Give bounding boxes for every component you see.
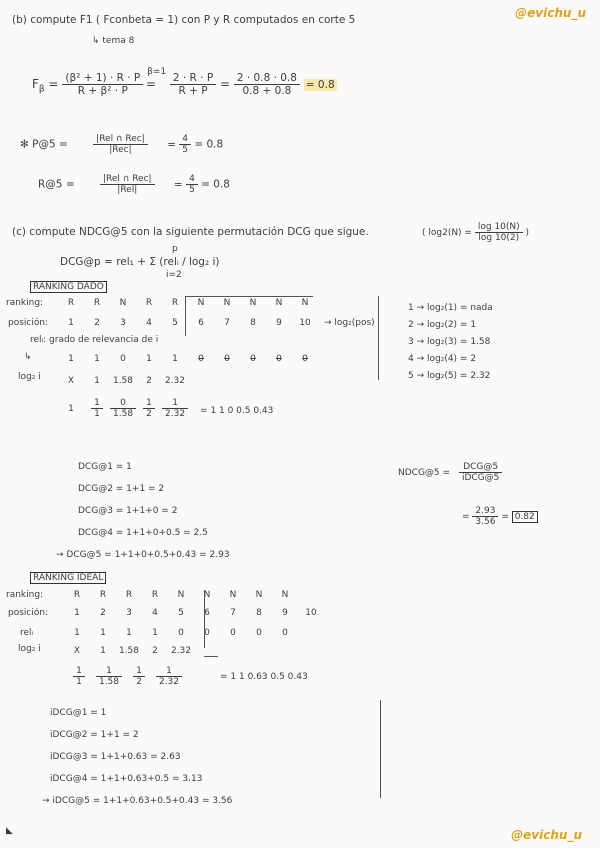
part-b-subtitle: ↳ tema 8 <box>92 36 135 46</box>
log-table-row: 3 → log₂(3) = 1.58 <box>408 337 491 347</box>
ri-ranking-cell: N <box>177 590 185 600</box>
rd-rel-cell: 0 <box>276 354 282 364</box>
ndcg-boxed-result: 0.82 <box>512 511 538 523</box>
rd-frac-results: = 1 1 0 0.5 0.43 <box>200 406 274 416</box>
log-table-row: 1 → log₂(1) = nada <box>408 303 493 313</box>
frac-cell: $\frac{1}{1}$ <box>84 398 110 419</box>
ri-rel-cell: 1 <box>74 628 80 638</box>
ri-posicion-cell: 10 <box>305 608 317 618</box>
ri-log-cell: 2 <box>152 646 158 656</box>
rd-rel-row <box>58 354 318 364</box>
ri-rel-cell: 1 <box>152 628 158 638</box>
log-change-note: ( log2(N) = $\frac{\log 10(N)}{\log 10(2)}$ ) <box>422 222 530 243</box>
ri-ranking-cell: R <box>99 590 107 600</box>
ri-ranking-cell: N <box>255 590 263 600</box>
f-beta-frac3: $\frac{2 \cdot 0.8 \cdot 0.8}{0.8 + 0.8}$ <box>234 72 300 97</box>
frac-cell: $\frac{1}{1}$ <box>64 666 94 687</box>
rd-posicion-cell: 4 <box>146 318 152 328</box>
brand-top: @evichu_u <box>515 6 586 20</box>
rd-posicion-cell: 10 <box>299 318 311 328</box>
brand-bottom: @evichu_u <box>511 828 582 842</box>
rd-rel-cell: 1 <box>68 354 74 364</box>
ri-rel-cell: 0 <box>178 628 184 638</box>
ri-rel-cell: 0 <box>256 628 262 638</box>
idcg-item: iDCG@3 = 1+1+0.63 = 2.63 <box>50 752 181 762</box>
rd-posicion-cell: 1 <box>68 318 74 328</box>
ri-log-cell: 1.58 <box>118 646 140 656</box>
log-table-row: 5 → log₂(5) = 2.32 <box>408 371 491 381</box>
frac-cell: $\frac{1}{2}$ <box>124 666 154 687</box>
f-beta-frac2: $\frac{2 \cdot R \cdot P}{R + P}$ <box>170 72 216 97</box>
rd-rel-note: relᵢ: grado de relevancia de i <box>30 335 159 345</box>
rd-rel-cell: 1 <box>146 354 152 364</box>
frac-cell: $\frac{1}{2}$ <box>136 398 162 419</box>
rd-ranking-cell: R <box>145 298 153 308</box>
page-corner-mark: ◣ <box>6 826 13 836</box>
ri-ranking-cell: R <box>151 590 159 600</box>
rd-posicion-cell: 3 <box>120 318 126 328</box>
rd-rel-cell: 0 <box>250 354 256 364</box>
rd-ranking-cell: R <box>93 298 101 308</box>
ri-frac-row <box>64 666 184 687</box>
dcg-item: DCG@2 = 1+1 = 2 <box>78 484 165 494</box>
frac-cell: 1 <box>68 403 74 414</box>
rd-log-label: log₂ i <box>18 372 41 382</box>
rd-ranking-cell: N <box>197 298 205 308</box>
rd-ranking-cell: R <box>67 298 75 308</box>
ri-label-rel: relᵢ <box>20 628 34 638</box>
sum-top: p <box>172 244 178 254</box>
f-beta-lhs: F <box>32 77 39 91</box>
ri-label-posicion: posición: <box>8 608 49 618</box>
ri-log-row <box>64 646 194 656</box>
rd-rel-cell: 0 <box>302 354 308 364</box>
precision-formula: ✻ P@5 = $\frac{\text{|Rel ∩ Rec|}}{\text{|Rec|}}$ = $\frac{4}{5}$ = 0.8 <box>20 134 224 155</box>
idcg-item: iDCG@1 = 1 <box>50 708 107 718</box>
idcg-item: iDCG@4 = 1+1+0.63+0.5 = 3.13 <box>50 774 203 784</box>
rd-ranking-row <box>58 298 318 308</box>
dcg-list <box>56 456 230 566</box>
ri-ranking-cell: N <box>281 590 289 600</box>
f-beta-frac1: $\frac{\text{(β² + 1) · R · P}}{\text{R + β² · P}}$ <box>62 72 143 97</box>
rd-posicion-tail: → log₂(pos) <box>324 318 375 328</box>
rd-log-cell: X <box>67 376 75 386</box>
ri-rel-row <box>64 628 298 638</box>
rd-posicion-cell: 8 <box>250 318 256 328</box>
frac-cell: $\frac{1}{2.32}$ <box>162 398 188 419</box>
f-beta-formula: $F_\beta$ = $\frac{\text{(β² + 1) · R · P}}{\text{R + β² · P}}$ $^{\beta=1}$ = $\frac{2 \cdot R \cdot P}{R + P}$ = $\frac{2 \cdot 0.8 \cdot 0.8}{0.8 + 0.8}$ = 0.8 <box>32 67 335 97</box>
frac-cell: $\frac{1}{2.32}$ <box>154 666 184 687</box>
rd-ranking-cell: N <box>223 298 231 308</box>
ri-log-cell: 1 <box>100 646 106 656</box>
rd-ranking-cell: N <box>301 298 309 308</box>
ri-ranking-row <box>64 590 298 600</box>
ri-posicion-cell: 1 <box>74 608 80 618</box>
rd-label-ranking: ranking: <box>6 298 44 308</box>
ri-posicion-cell: 9 <box>282 608 288 618</box>
beta-note: β=1 <box>147 67 167 77</box>
rd-rel-cell: 0 <box>224 354 230 364</box>
ri-posicion-cell: 2 <box>100 608 106 618</box>
rd-rel-cell: 0 <box>120 354 126 364</box>
rd-ranking-cell: N <box>249 298 257 308</box>
rd-ranking-cell: N <box>119 298 127 308</box>
rd-posicion-row <box>58 318 318 328</box>
ri-log-cell: 2.32 <box>170 646 192 656</box>
ri-frac-results: = 1 1 0.63 0.5 0.43 <box>220 672 308 682</box>
log-table-row: 2 → log₂(2) = 1 <box>408 320 477 330</box>
ndcg-formula: NDCG@5 = $\frac{\text{DCG@5}}{\text{iDCG@5}}$ <box>398 462 502 483</box>
rd-rel-cell: 1 <box>94 354 100 364</box>
f-beta-result: = 0.8 <box>305 79 335 91</box>
ri-posicion-cell: 8 <box>256 608 262 618</box>
ri-posicion-cell: 4 <box>152 608 158 618</box>
rd-posicion-cell: 6 <box>198 318 204 328</box>
ri-rel-cell: 0 <box>204 628 210 638</box>
ri-ranking-cell: R <box>73 590 81 600</box>
rd-log-cell: 1.58 <box>112 376 134 386</box>
ri-posicion-cell: 5 <box>178 608 184 618</box>
rd-rel-cell: 1 <box>172 354 178 364</box>
part-b-title: (b) compute F1 ( Fconbeta = 1) con P y R computados en corte 5 <box>12 14 356 26</box>
rd-rel-arrow: ↳ <box>24 352 32 362</box>
ri-rel-cell: 1 <box>100 628 106 638</box>
log-table-row: 4 → log₂(4) = 2 <box>408 354 477 364</box>
ri-rel-cell: 0 <box>230 628 236 638</box>
frac-cell: $\frac{0}{1.58}$ <box>110 398 136 419</box>
ri-posicion-cell: 6 <box>204 608 210 618</box>
dcg-item: DCG@3 = 1+1+0 = 2 <box>78 506 178 516</box>
rd-ranking-cell: R <box>171 298 179 308</box>
dcg-formula: DCG@p = rel₁ + Σ (relᵢ / log₂ i) <box>60 256 220 268</box>
ri-log-label: log₂ i <box>18 644 41 654</box>
ri-posicion-cell: 7 <box>230 608 236 618</box>
part-c-title: (c) compute NDCG@5 con la siguiente permutación DCG que sigue. <box>12 226 369 238</box>
ri-ranking-cell: N <box>229 590 237 600</box>
idcg-item: → iDCG@5 = 1+1+0.63+0.5+0.43 = 3.56 <box>42 796 233 806</box>
sum-bottom: i=2 <box>166 270 182 280</box>
log-table <box>408 300 493 385</box>
star-icon: ✻ <box>20 138 29 151</box>
rd-posicion-cell: 9 <box>276 318 282 328</box>
rd-posicion-cell: 7 <box>224 318 230 328</box>
rd-frac-row <box>58 398 188 419</box>
ri-label-ranking: ranking: <box>6 590 44 600</box>
ri-posicion-row <box>64 608 324 618</box>
ri-log-cell: X <box>73 646 81 656</box>
rd-posicion-cell: 2 <box>94 318 100 328</box>
rd-posicion-cell: 5 <box>172 318 178 328</box>
ranking-dado-heading: RANKING DADO <box>30 281 107 293</box>
dcg-item: DCG@1 = 1 <box>78 462 132 472</box>
rd-rel-cell: 0 <box>198 354 204 364</box>
ndcg-result: = $\frac{2.93}{3.56}$ = 0.82 <box>462 506 538 527</box>
ri-rel-cell: 0 <box>282 628 288 638</box>
rd-log-cell: 2.32 <box>164 376 186 386</box>
idcg-item: iDCG@2 = 1+1 = 2 <box>50 730 139 740</box>
frac-cell: $\frac{1}{1.58}$ <box>94 666 124 687</box>
rd-log-cell: 1 <box>94 376 100 386</box>
rd-label-posicion: posición: <box>8 318 49 328</box>
ri-ranking-cell: N <box>203 590 211 600</box>
ranking-ideal-heading: RANKING IDEAL <box>30 572 106 584</box>
ri-posicion-cell: 3 <box>126 608 132 618</box>
recall-formula: R@5 = $\frac{\text{|Rel ∩ Rec|}}{\text{|Rel|}}$ = $\frac{4}{5}$ = 0.8 <box>38 174 230 195</box>
rd-log-cell: 2 <box>146 376 152 386</box>
ri-rel-cell: 1 <box>126 628 132 638</box>
rd-log-row <box>58 376 188 386</box>
dcg-item: DCG@4 = 1+1+0+0.5 = 2.5 <box>78 528 208 538</box>
rd-ranking-cell: N <box>275 298 283 308</box>
idcg-list <box>42 702 232 812</box>
dcg-item: → DCG@5 = 1+1+0+0.5+0.43 = 2.93 <box>56 550 230 560</box>
ri-ranking-cell: R <box>125 590 133 600</box>
f-beta-sub: β <box>38 84 45 95</box>
